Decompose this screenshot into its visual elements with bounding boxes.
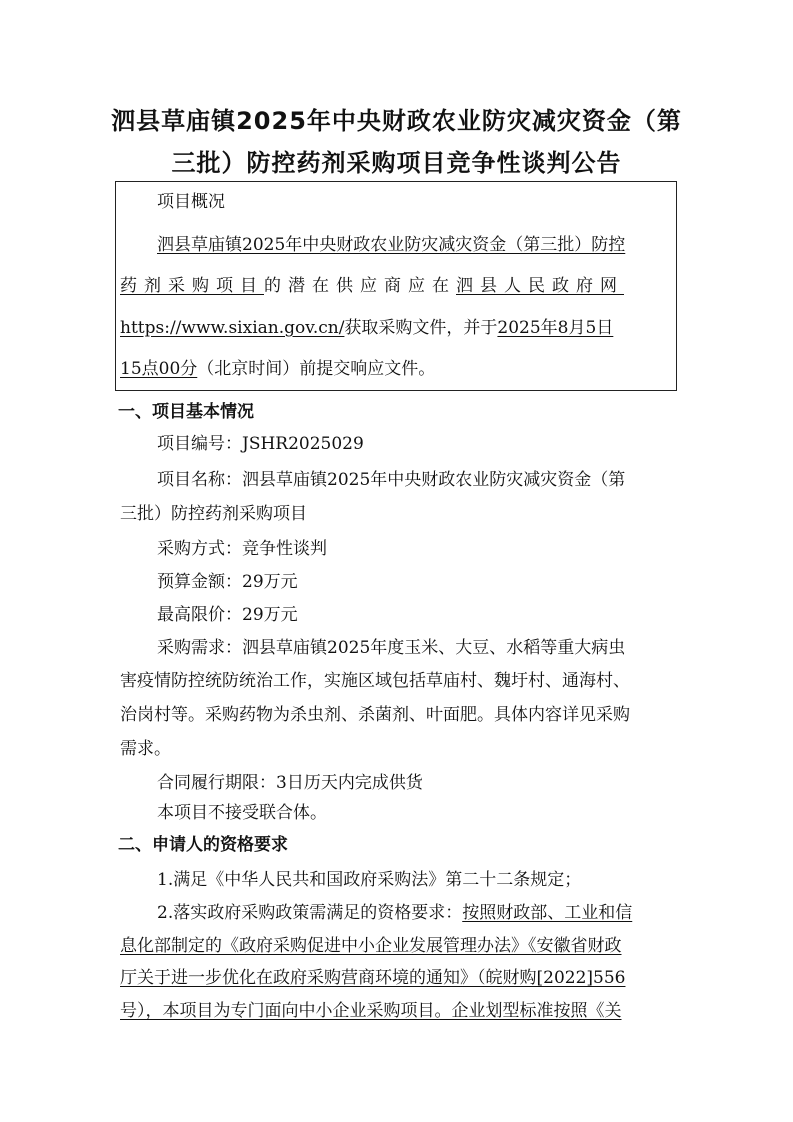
budget-amount: 预算金额：29万元 xyxy=(157,572,298,592)
overview-line-2 xyxy=(120,274,624,298)
requirement-item-2-line-2: 息化部制定的《政府采购促进中小企业发展管理办法》《安徽省财政 xyxy=(120,936,622,956)
max-price: 最高限价：29万元 xyxy=(157,605,298,625)
section-2-heading: 二、申请人的资格要求 xyxy=(118,835,288,855)
overview-project-name: 药剂采购项目 xyxy=(120,276,264,296)
overview-line-4 xyxy=(120,357,435,381)
overview-text-3: （北京时间）前提交响应文件。 xyxy=(197,359,436,379)
requirement-item-2 xyxy=(157,901,632,925)
requirement-item-2-label: 2.落实政府采购政策需满足的资格要求： xyxy=(157,903,463,923)
page-title xyxy=(60,100,733,184)
project-number: 项目编号：JSHR2025029 xyxy=(157,434,364,454)
overview-deadline-date: 2025年8月5日 xyxy=(497,318,614,338)
overview-website-name: 泗县人民政府网 xyxy=(456,276,624,296)
overview-deadline-time: 15点00分 xyxy=(120,359,198,379)
procurement-method: 采购方式：竞争性谈判 xyxy=(157,539,327,559)
title-line-2: 三批）防控药剂采购项目竞争性谈判公告 xyxy=(171,149,622,177)
section-1-heading: 一、项目基本情况 xyxy=(118,402,254,422)
overview-heading: 项目概况 xyxy=(157,192,225,212)
overview-line-3 xyxy=(120,316,613,340)
demand-line-4: 需求。 xyxy=(120,739,171,759)
demand-line-3: 治岗村等。采购药物为杀虫剂、杀菌剂、叶面肥。具体内容详见采购 xyxy=(120,705,630,725)
requirement-item-2-line-3: 厅关于进一步优化在政府采购营商环境的通知》（皖财购[2022]556 xyxy=(120,968,626,988)
project-name-line-2: 三批）防控药剂采购项目 xyxy=(120,504,307,524)
contract-period: 合同履行期限：3日历天内完成供货 xyxy=(157,773,423,793)
requirement-item-1: 1.满足《中华人民共和国政府采购法》第二十二条规定； xyxy=(157,870,582,890)
consortium-note: 本项目不接受联合体。 xyxy=(157,803,327,823)
overview-url-link[interactable]: https://www.sixian.gov.cn/ xyxy=(120,318,345,338)
demand-line-1: 采购需求：泗县草庙镇2025年度玉米、大豆、水稻等重大病虫 xyxy=(157,638,626,658)
requirement-item-2-text: 按照财政部、工业和信 xyxy=(462,903,633,923)
demand-line-2: 害疫情防控统防统治工作，实施区域包括草庙村、魏圩村、通海村、 xyxy=(120,671,630,691)
project-name-line-1: 项目名称：泗县草庙镇2025年中央财政农业防灾减灾资金（第 xyxy=(157,470,626,490)
title-line-1: 泗县草庙镇2025年中央财政农业防灾减灾资金（第 xyxy=(111,107,682,135)
requirement-item-2-line-4: 号），本项目为专门面向中小企业采购项目。企业划型标准按照《关 xyxy=(120,1001,622,1021)
overview-text-2: 获取采购文件，并于 xyxy=(344,318,498,338)
overview-text: 的潜在供应商应在 xyxy=(264,276,456,296)
overview-line-1: 泗县草庙镇2025年中央财政农业防灾减灾资金（第三批）防控 xyxy=(157,235,626,255)
